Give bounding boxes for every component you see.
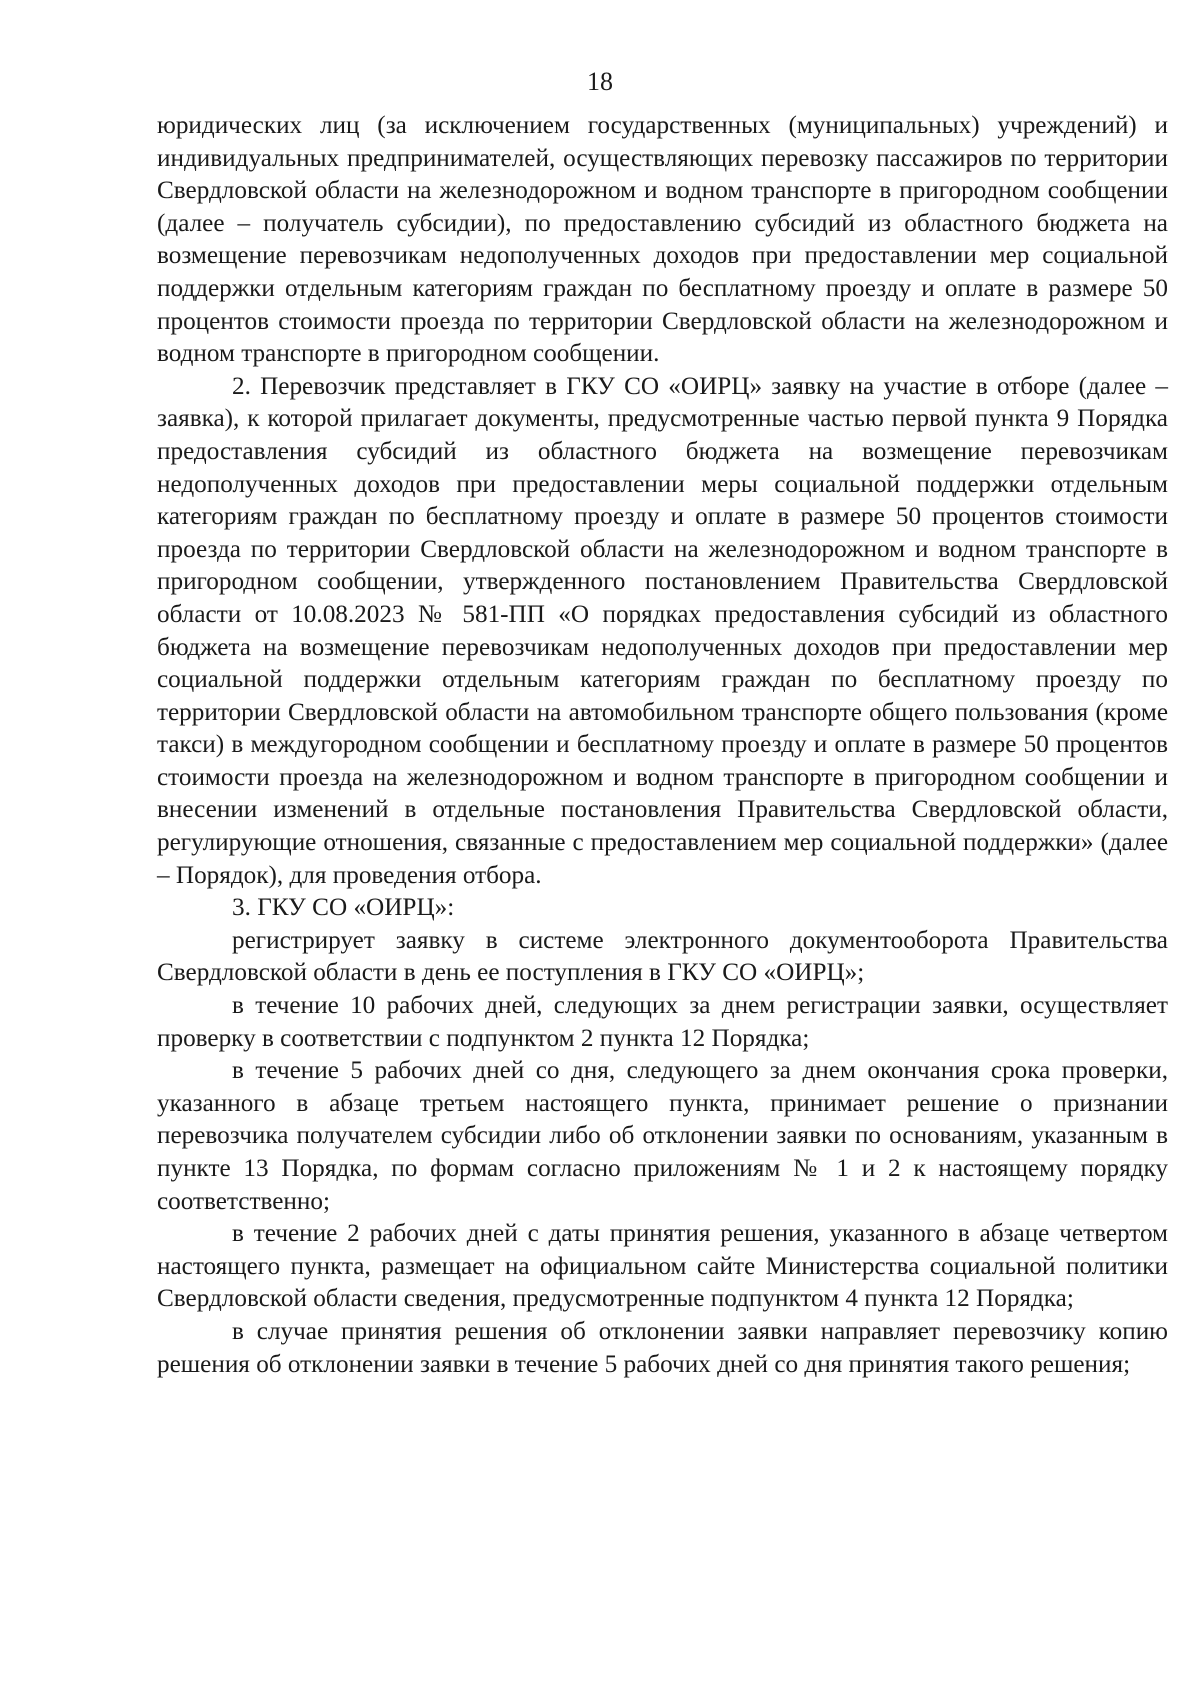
- paragraph-item-3-heading: 3. ГКУ СО «ОИРЦ»:: [232, 894, 455, 922]
- paragraph-publication: в течение 2 рабочих дней с даты принятия решения, указанного в абзаце четвертом настоящего пункта, размещает на официальном сайте Министерства социальной политики Свердловской области сведения, предусмотренные подпунктом 4 пункта 12 Порядка;: [157, 1220, 1168, 1313]
- paragraph-verification: в течение 10 рабочих дней, следующих за днем регистрации заявки, осуществляет проверку в соответствии с подпунктом 2 пункта 12 Порядка;: [157, 992, 1168, 1052]
- paragraph-rejection-notice: в случае принятия решения об отклонении заявки направляет перевозчику копию решения об отклонении заявки в течение 5 рабочих дней со дня принятия такого решения;: [157, 1317, 1168, 1378]
- document-body: [157, 110, 1168, 1381]
- paragraph-registration: регистрирует заявку в системе электронного документооборота Правительства Свердловской области в день ее поступления в ГКУ СО «ОИРЦ»;: [157, 926, 1168, 987]
- paragraph-continuation: юридических лиц (за исключением государственных (муниципальных) учреждений) и индивидуальных предпринимателей, осуществляющих перевозку пассажиров по территории Свердловской области на железнодорожном и водном транспорте в пригородном сообщении (далее – получатель субсидии), по предоставлению субсидий из областного бюджета на возмещение перевозчикам недополученных доходов при предоставлении мер социальной поддержки отдельным категориям граждан по бесплатному проезду и оплате в размере 50 процентов стоимости проезда по территории Свердловской области на железнодорожном и водном транспорте в пригородном сообщении.: [157, 112, 1168, 368]
- paragraph-decision: в течение 5 рабочих дней со дня, следующего за днем окончания срока проверки, указанного в абзаце третьем настоящего пункта, принимает решение о признании перевозчика получателем субсидии либо об отклонении заявки по основаниям, указанным в пункте 13 Порядка, по формам согласно приложениям № 1 и 2 к настоящему порядку соответственно;: [157, 1057, 1168, 1215]
- paragraph-item-2: 2. Перевозчик представляет в ГКУ СО «ОИРЦ» заявку на участие в отборе (далее – заявка), к которой прилагает документы, предусмотренные частью первой пункта 9 Порядка предоставления субсидий из областного бюджета на возмещение перевозчикам недополученных доходов при предоставлении меры социальной поддержки отдельным категориям граждан по бесплатному проезду и оплате в размере 50 процентов стоимости проезда по территории Свердловской области на железнодорожном и водном транспорте в пригородном сообщении, утвержденного постановлением Правительства Свердловской области от 10.08.2023 № 581-ПП «О порядках предоставления субсидий из областного бюджета на возмещение перевозчикам недополученных доходов при предоставлении мер социальной поддержки отдельным категориям граждан по бесплатному проезду по территории Свердловской области на автомобильном транспорте общего пользования (кроме такси) в междугородном сообщении и бесплатному проезду и оплате в размере 50 процентов стоимости проезда на железнодорожном и водном транспорте в пригородном сообщении и внесении изменений в отдельные постановления Правительства Свердловской области, регулирующие отношения, связанные с предоставлением мер социальной поддержки» (далее – Порядок), для проведения отбора.: [157, 372, 1168, 889]
- page-number: 18: [587, 67, 613, 96]
